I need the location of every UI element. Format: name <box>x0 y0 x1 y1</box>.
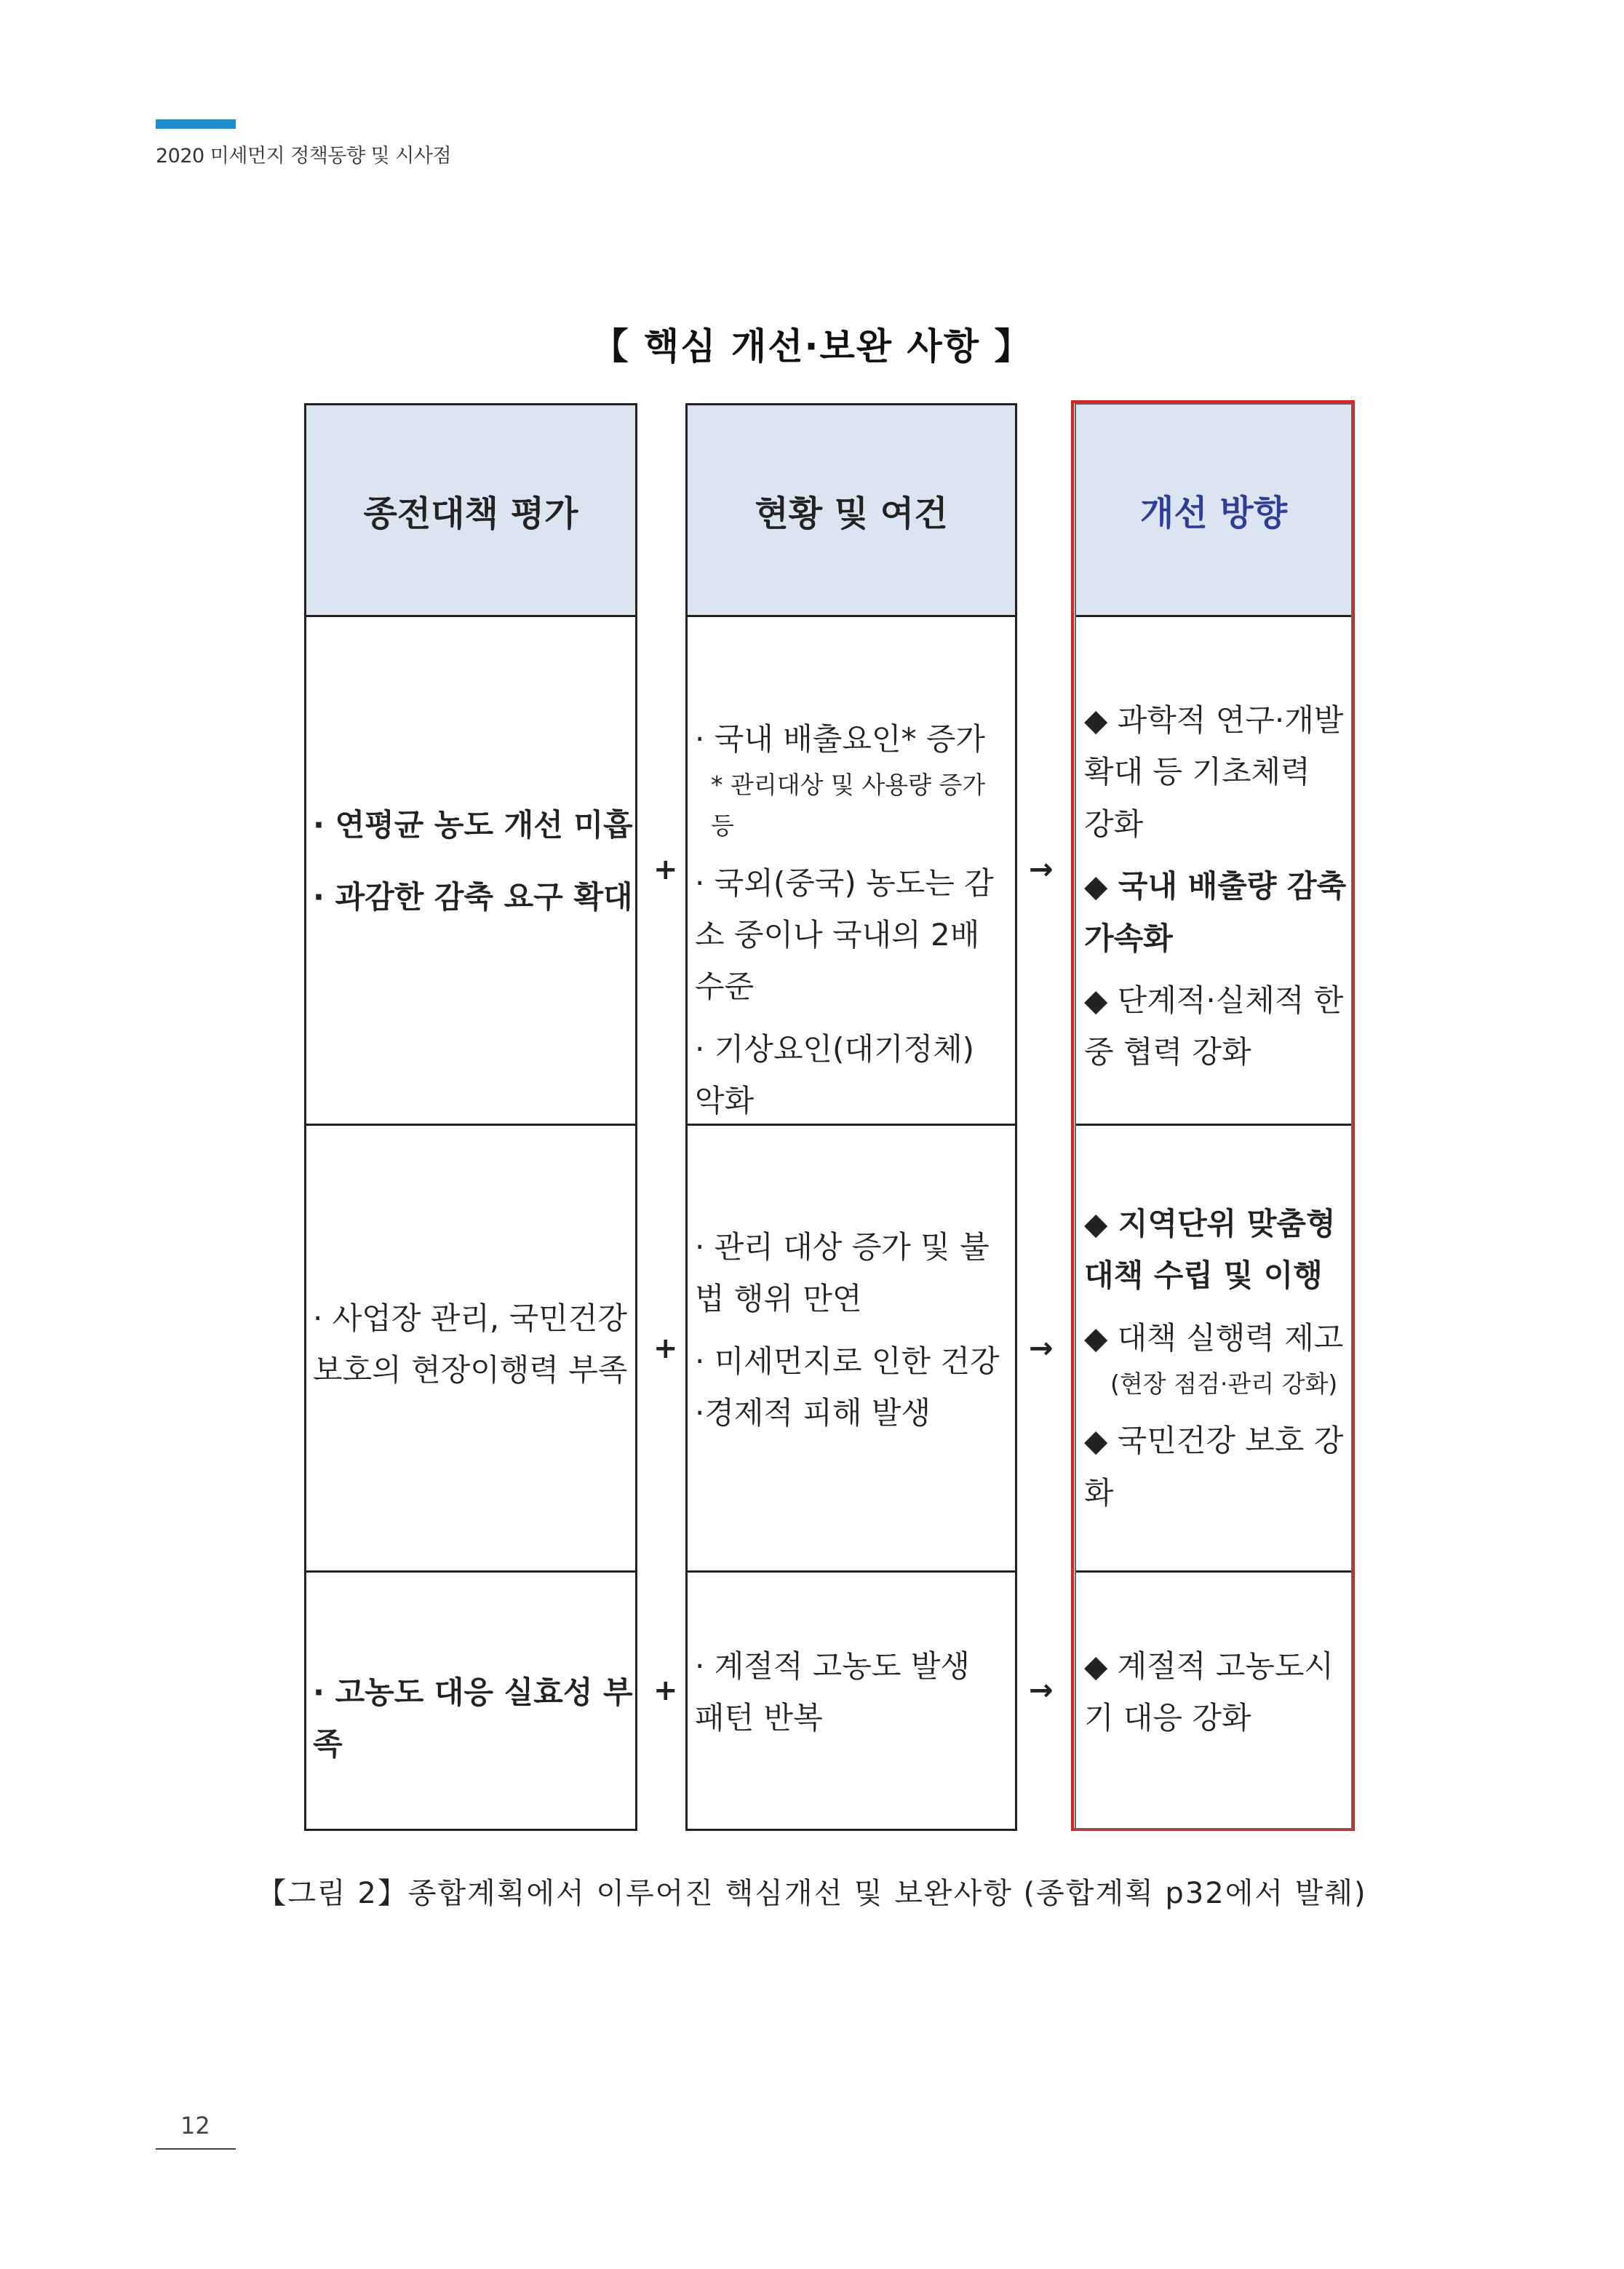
plus-operator: + <box>653 1674 678 1707</box>
figure-caption: 【그림 2】종합계획에서 이루어진 핵심개선 및 보완사항 (종합계획 p32에서 발췌) <box>257 1877 1367 1910</box>
header-accent-bar <box>156 119 236 129</box>
arrow-icon: → <box>1029 1332 1054 1365</box>
row1-status-item: · 기상요인(대기정체) 악화 <box>695 1030 975 1119</box>
row1-direction-item: ◆ 과학적 연구·개발 확대 등 기초체력 강화 <box>1084 702 1344 842</box>
row2-eval-item: · 사업장 관리, 국민건강 보호의 현장이행력 부족 <box>313 1300 628 1388</box>
column-evaluation <box>304 403 637 1831</box>
row2-direction-note: (현장 점검·관리 강화) <box>1110 1370 1338 1399</box>
row1-eval-item: · 연평균 농도 개선 미흡 <box>313 807 633 843</box>
row1-status-note: * 관리대상 및 사용량 증가 등 <box>711 771 986 841</box>
row2-direction <box>1084 1198 1348 1519</box>
row-divider <box>1076 1570 1351 1573</box>
arrow-icon: → <box>1029 1674 1054 1707</box>
row2-evaluation <box>313 1292 633 1396</box>
row-divider <box>306 1570 635 1573</box>
row-divider <box>688 1570 1015 1573</box>
row2-direction-item: ◆ 지역단위 맞춤형 대책 수립 및 이행 <box>1084 1206 1336 1294</box>
row-divider <box>306 1124 635 1126</box>
plus-operator: + <box>653 1332 678 1365</box>
row3-eval-item: · 고농도 대응 실효성 부족 <box>313 1674 633 1763</box>
column-direction <box>1075 403 1353 1829</box>
figure-title: 【 핵심 개선·보완 사항 】 <box>592 325 1032 367</box>
row1-eval-item: · 과감한 감축 요구 확대 <box>313 879 633 915</box>
column-header-status: 현황 및 여건 <box>688 405 1015 617</box>
row1-evaluation <box>313 799 633 923</box>
row3-status-item: · 계절적 고농도 발생 패턴 반복 <box>695 1648 970 1736</box>
row3-evaluation <box>313 1666 633 1771</box>
row2-status <box>695 1221 1008 1439</box>
column-header-direction: 개선 방향 <box>1076 405 1351 617</box>
column-header-evaluation: 종전대책 평가 <box>306 405 635 617</box>
page-number: 12 <box>180 2112 210 2139</box>
row1-direction-item: ◆ 단계적·실체적 한중 협력 강화 <box>1084 982 1344 1070</box>
row1-status-item: · 국내 배출요인* 증가 <box>695 721 985 757</box>
row1-status <box>695 713 1008 1127</box>
row3-direction-item: ◆ 계절적 고농도시기 대응 강화 <box>1084 1648 1334 1736</box>
row-divider <box>1076 1124 1351 1126</box>
row1-direction <box>1084 694 1348 1078</box>
row2-status-item: · 미세먼지로 인한 건강·경제적 피해 발생 <box>695 1343 1000 1431</box>
row2-direction-item: ◆ 국민건강 보호 강화 <box>1084 1423 1344 1511</box>
footer-rule <box>156 2148 236 2150</box>
row2-direction-item: ◆ 대책 실행력 제고 <box>1084 1319 1344 1356</box>
arrow-icon: → <box>1029 853 1054 886</box>
running-title: 2020 미세먼지 정책동향 및 시사점 <box>156 145 452 167</box>
row1-direction-item: ◆ 국내 배출량 감축 가속화 <box>1084 868 1347 956</box>
row2-status-item: · 관리 대상 증가 및 불법 행위 만연 <box>695 1229 990 1317</box>
row1-status-item: · 국외(중국) 농도는 감소 중이나 국내의 2배 수준 <box>695 865 994 1005</box>
row3-status <box>695 1640 1008 1744</box>
row3-direction <box>1084 1640 1348 1744</box>
plus-operator: + <box>653 853 678 886</box>
